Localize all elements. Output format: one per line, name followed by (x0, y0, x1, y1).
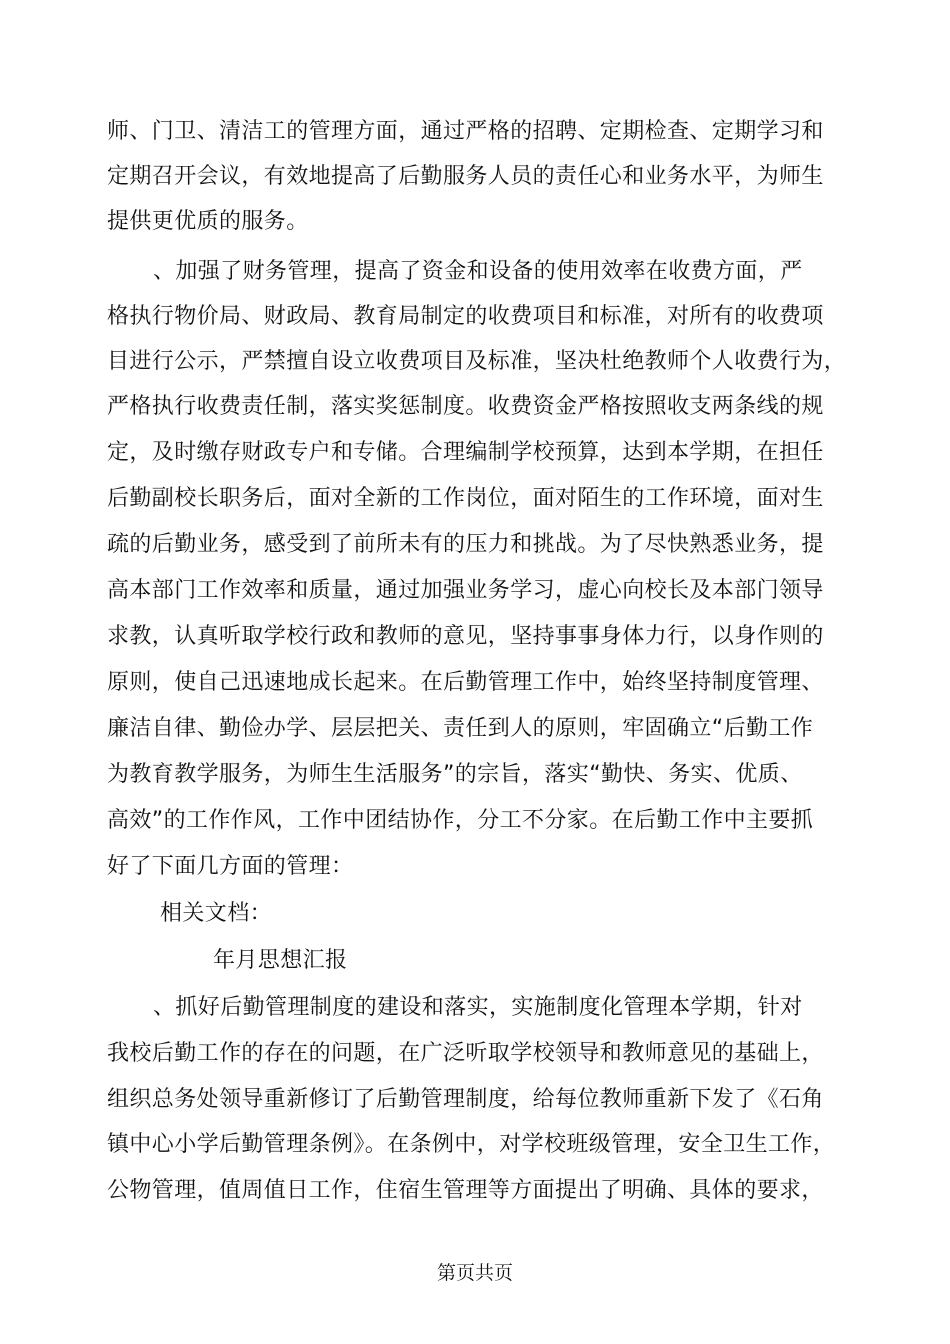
text-line: 原则，使自己迅速地成长起来。在后勤管理工作中，始终坚持制度管理、 (107, 670, 824, 695)
text-line: 、加强了财务管理，提高了资金和设备的使用效率在收费方面，严 (153, 259, 803, 284)
text-line: 疏的后勤业务，感受到了前所未有的压力和挑战。为了尽快熟悉业务，提 (107, 532, 824, 557)
text-line: 为教育教学服务，为师生生活服务”的宗旨，落实“勤快、务实、优质、 (107, 762, 803, 787)
related-document-title: 年月思想汇报 (213, 948, 348, 973)
text-line: 高效”的工作作风，工作中团结协作，分工不分家。在后勤工作中主要抓 (107, 808, 814, 833)
text-line: 后勤副校长职务后，面对全新的工作岗位，面对陌生的工作环境，面对生 (107, 486, 824, 511)
text-line: 定，及时缴存财政专户和专储。合理编制学校预算，达到本学期，在担任 (107, 440, 824, 465)
text-line: 、抓好后勤管理制度的建设和落实，实施制度化管理本学期，针对 (153, 995, 803, 1020)
page-footer: 第页共页 (436, 1262, 513, 1284)
text-line: 提供更优质的服务。 (107, 209, 309, 234)
text-line: 目进行公示，严禁擅自设立收费项目及标准，坚决杜绝教师个人收费行为， (107, 349, 847, 374)
text-line: 求教，认真听取学校行政和教师的意见，坚持事事身体力行，以身作则的 (107, 624, 824, 649)
text-line: 格执行物价局、财政局、教育局制定的收费项目和标准，对所有的收费项 (107, 304, 824, 329)
text-line: 好了下面几方面的管理： (107, 854, 354, 879)
text-line: 我校后勤工作的存在的问题，在广泛听取学校领导和教师意见的基础上， (107, 1041, 824, 1066)
text-line: 公物管理，值周值日工作，住宿生管理等方面提出了明确、具体的要求， (107, 1178, 824, 1203)
text-line: 镇中心小学后勤管理条例》。在条例中，对学校班级管理，安全卫生工作， (107, 1132, 836, 1157)
text-line: 高本部门工作效率和质量，通过加强业务学习，虚心向校长及本部门领导 (107, 578, 824, 603)
text-line: 廉洁自律、勤俭办学、层层把关、责任到人的原则，牢固确立“后勤工作 (107, 716, 814, 741)
text-line: 定期召开会议，有效地提高了后勤服务人员的责任心和业务水平，为师生 (107, 164, 824, 189)
text-line: 师、门卫、清洁工的管理方面，通过严格的招聘、定期检查、定期学习和 (107, 119, 824, 144)
text-line: 组织总务处领导重新修订了后勤管理制度，给每位教师重新下发了《石角 (107, 1087, 824, 1112)
related-documents-label: 相关文档： (160, 901, 273, 926)
text-line: 严格执行收费责任制，落实奖惩制度。收费资金严格按照收支两条线的规 (107, 394, 824, 419)
